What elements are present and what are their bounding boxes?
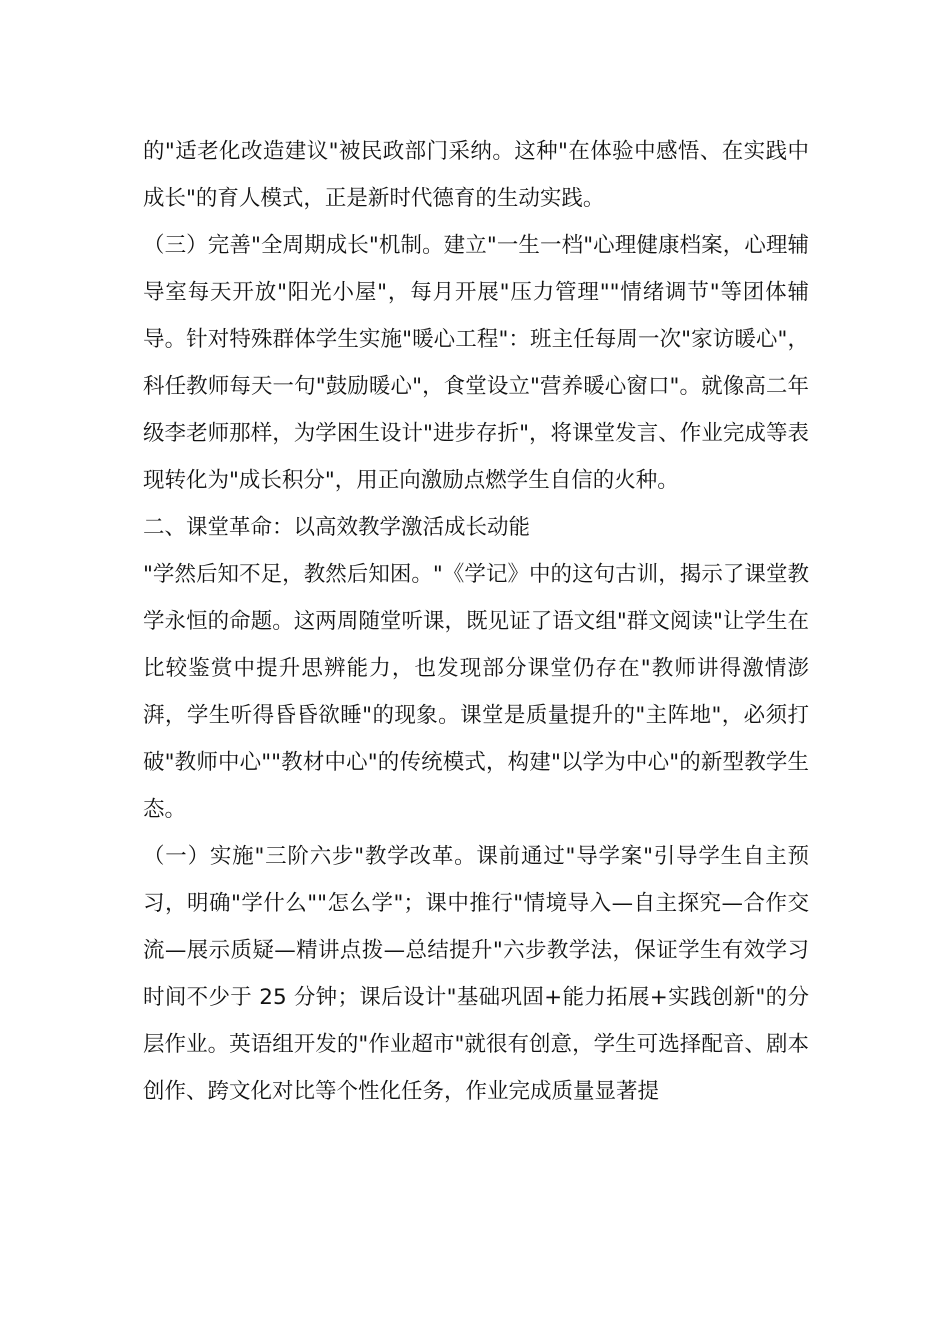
section-heading-classroom-revolution: 二、课堂革命：以高效教学激活成长动能: [143, 515, 531, 540]
paragraph-xueji-quote: "学然后知不足，教然后知困。"《学记》中的这句古训，揭示了课堂教学永恒的命题。这两周随堂听课，既见证了语文组"群文阅读"让学生在比较鉴赏中提升思辨能力，也发现部分课堂仍存在"教师讲得激情澎湃，学生听得昏昏欲睡"的现象。课堂是质量提升的"主阵地"，必须打破"教师中心""教材中心"的传统模式，构建"以学为中心"的新型教学生态。: [143, 562, 809, 822]
paragraph-lifecycle-mechanism: （三）完善"全周期成长"机制。建立"一生一档"心理健康档案，心理辅导室每天开放"阳光小屋"，每月开展"压力管理""情绪调节"等团体辅导。针对特殊群体学生实施"暖心工程"：班主任每周一次"家访暖心"，科任教师每天一句"鼓励暖心"，食堂设立"营养暖心窗口"。就像高二年级李老师那样，为学困生设计"进步存折"，将课堂发言、作业完成等表现转化为"成长积分"，用正向激励点燃学生自信的火种。: [143, 233, 809, 493]
paragraph-continuation: 的"适老化改造建议"被民政部门采纳。这种"在体验中感悟、在实践中成长"的育人模式，正是新时代德育的生动实践。: [143, 139, 809, 211]
paragraph-teaching-reform: （一）实施"三阶六步"教学改革。课前通过"导学案"引导学生自主预习，明确"学什么""怎么学"；课中推行"情境导入—自主探究—合作交流—展示质疑—精讲点拨—总结提升"六步教学法，保证学生有效学习时间不少于 25 分钟；课后设计"基础巩固+能力拓展+实践创新"的分层作业。英语组开发的"作业超市"就很有创意，学生可选择配音、剧本创作、跨文化对比等个性化任务，作业完成质量显著提: [143, 844, 809, 1104]
document-body: [143, 128, 809, 1115]
